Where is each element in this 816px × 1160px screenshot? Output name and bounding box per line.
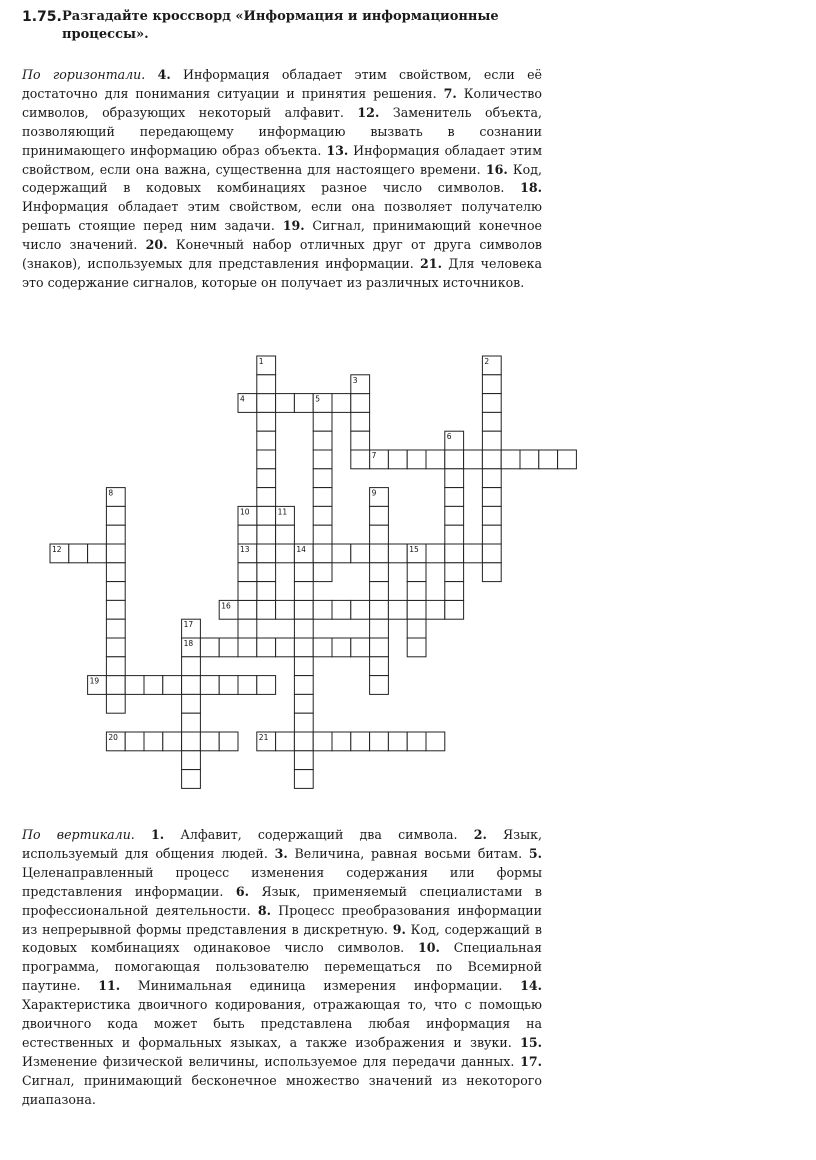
- crossword-number: 20: [108, 733, 118, 742]
- horizontal-clue-text: Количество символов, образующих некоторый алфавит.: [22, 85, 542, 120]
- vertical-clue-number: 14.: [520, 978, 542, 994]
- crossword-cell[interactable]: [482, 375, 501, 394]
- crossword-cell[interactable]: [257, 582, 276, 601]
- crossword-cell[interactable]: [445, 488, 464, 507]
- crossword-cell[interactable]: [257, 450, 276, 469]
- crossword-cell[interactable]: [370, 619, 389, 638]
- crossword-cell[interactable]: [445, 525, 464, 544]
- crossword-cell[interactable]: [257, 638, 276, 657]
- vertical-clue-text: Величина, равная восьми битам.: [294, 845, 523, 861]
- crossword-cell[interactable]: [482, 356, 501, 375]
- crossword-cell[interactable]: [276, 544, 295, 563]
- crossword-cell[interactable]: [407, 450, 426, 469]
- crossword-cell[interactable]: [445, 544, 464, 563]
- task-title: Разгадайте кроссворд «Информация и информационные процессы».: [62, 9, 499, 42]
- crossword-cell[interactable]: [182, 657, 201, 676]
- crossword-cell[interactable]: [370, 563, 389, 582]
- task-number: 1.75.: [22, 9, 62, 25]
- crossword-cell[interactable]: [144, 732, 163, 751]
- vertical-clue-number: 3.: [274, 845, 288, 861]
- vertical-clue-text: Специальная программа, помогающая пользователю перемещаться по Всемирной паутине.: [22, 940, 542, 994]
- crossword-cell[interactable]: [370, 525, 389, 544]
- crossword-cell[interactable]: [370, 544, 389, 563]
- horizontal-clue-text: Конечный набор отличных друг от друга символов (знаков), используемых для представления информации.: [22, 237, 543, 272]
- crossword-cell[interactable]: [370, 732, 389, 751]
- crossword-cell[interactable]: [445, 582, 464, 601]
- crossword-cell[interactable]: [313, 412, 332, 431]
- horizontal-clue-number: 4.: [157, 67, 171, 82]
- crossword-cell[interactable]: [294, 619, 313, 638]
- crossword-number: 14: [296, 545, 306, 554]
- crossword-cell[interactable]: [313, 732, 332, 751]
- vertical-clue-text: Алфавит, содержащий два символа.: [180, 827, 458, 842]
- crossword-cell[interactable]: [407, 732, 426, 751]
- horizontal-clue-text: Информация обладает этим свойством, если её достаточно для понимания ситуации и принятия решения.: [22, 67, 542, 101]
- crossword-cell[interactable]: [238, 600, 257, 619]
- crossword-cell[interactable]: [106, 563, 125, 582]
- crossword-cell[interactable]: [182, 694, 201, 713]
- crossword-cell[interactable]: [106, 657, 125, 676]
- crossword-cell[interactable]: [388, 600, 407, 619]
- crossword-cell[interactable]: [182, 676, 201, 695]
- crossword-cell[interactable]: [257, 525, 276, 544]
- crossword-cell[interactable]: [294, 676, 313, 695]
- horizontal-clue-number: 19.: [282, 218, 305, 234]
- crossword-cell[interactable]: [106, 544, 125, 563]
- crossword-cell[interactable]: [482, 563, 501, 582]
- crossword-cell[interactable]: [313, 563, 332, 582]
- crossword-cell[interactable]: [238, 582, 257, 601]
- horizontal-clue-number: 13.: [326, 142, 349, 158]
- crossword-cell[interactable]: [88, 544, 107, 563]
- crossword-cell[interactable]: [238, 563, 257, 582]
- vertical-clue-number: 6.: [235, 883, 250, 899]
- crossword-cell[interactable]: [313, 525, 332, 544]
- crossword-cell[interactable]: [351, 431, 370, 450]
- crossword-cell[interactable]: [370, 676, 389, 695]
- horizontal-clue-text: Код, содержащий в кодовых комбинациях разное число символов.: [22, 161, 542, 196]
- vertical-clue-number: 11.: [98, 978, 121, 994]
- horizontal-clue-text: Информация обладает этим свойством, если она важна, существенна для настоящего времени.: [22, 142, 542, 177]
- horizontal-clue-number: 20.: [145, 237, 168, 253]
- crossword-cell[interactable]: [182, 770, 201, 789]
- crossword-cell[interactable]: [332, 638, 351, 657]
- crossword-cell[interactable]: [257, 412, 276, 431]
- crossword-cell[interactable]: [182, 619, 201, 638]
- horizontal-clue-text: Для человека это содержание сигналов, которые он получает из различных источников.: [22, 256, 542, 290]
- crossword-cell[interactable]: [388, 544, 407, 563]
- crossword-cell[interactable]: [482, 469, 501, 488]
- crossword-cell[interactable]: [294, 770, 313, 789]
- crossword-cell[interactable]: [482, 525, 501, 544]
- crossword-cell[interactable]: [351, 600, 370, 619]
- crossword-cell[interactable]: [50, 544, 69, 563]
- crossword-cell[interactable]: [520, 450, 539, 469]
- crossword-cell[interactable]: [276, 394, 295, 413]
- vertical-heading: По вертикали.: [22, 827, 135, 842]
- crossword-number: 9: [371, 488, 377, 498]
- vertical-clue-text: Язык, применяемый специалистами в профессиональной деятельности.: [22, 883, 543, 918]
- crossword-cell[interactable]: [370, 657, 389, 676]
- crossword-cell[interactable]: [257, 600, 276, 619]
- crossword-cell[interactable]: [106, 694, 125, 713]
- crossword-cell[interactable]: [182, 638, 201, 657]
- crossword-cell[interactable]: [407, 600, 426, 619]
- crossword-cell[interactable]: [294, 732, 313, 751]
- horizontal-clue-number: 12.: [357, 104, 380, 120]
- crossword-cell[interactable]: [294, 713, 313, 732]
- crossword-cell[interactable]: [351, 394, 370, 413]
- crossword-cell[interactable]: [106, 638, 125, 657]
- crossword-cell[interactable]: [182, 732, 201, 751]
- crossword-cell[interactable]: [464, 450, 483, 469]
- crossword-cell[interactable]: [257, 356, 276, 375]
- crossword-cell[interactable]: [407, 619, 426, 638]
- crossword-number: 16: [221, 601, 231, 611]
- crossword-cell[interactable]: [294, 694, 313, 713]
- crossword-cell[interactable]: [238, 619, 257, 638]
- vertical-clue-number: 1.: [151, 827, 165, 842]
- crossword-cell[interactable]: [238, 638, 257, 657]
- crossword-cell[interactable]: [370, 582, 389, 601]
- crossword-cell[interactable]: [106, 619, 125, 638]
- crossword-cell[interactable]: [257, 506, 276, 525]
- crossword-cell[interactable]: [88, 676, 107, 695]
- horizontal-clue-text: Заменитель объекта, позволяющий передающему информацию вызвать в сознании принимающего информацию образ объекта.: [22, 104, 542, 158]
- crossword-cell[interactable]: [238, 544, 257, 563]
- crossword-cell[interactable]: [276, 732, 295, 751]
- crossword-cell[interactable]: [445, 450, 464, 469]
- crossword-cell[interactable]: [351, 412, 370, 431]
- crossword-cell[interactable]: [257, 676, 276, 695]
- horizontal-clues: [22, 66, 542, 293]
- crossword-number: 2: [484, 357, 490, 366]
- crossword-cell[interactable]: [106, 582, 125, 601]
- crossword-cell[interactable]: [276, 525, 295, 544]
- crossword-cell[interactable]: [313, 469, 332, 488]
- horizontal-clue-number: 16.: [485, 161, 508, 177]
- crossword-cell[interactable]: [163, 732, 182, 751]
- crossword-cell[interactable]: [257, 431, 276, 450]
- crossword-cell[interactable]: [332, 600, 351, 619]
- crossword-cell[interactable]: [200, 638, 219, 657]
- crossword-cell[interactable]: [445, 506, 464, 525]
- crossword-number: 3: [352, 375, 358, 385]
- crossword-cell[interactable]: [370, 488, 389, 507]
- horizontal-clue-number: 7.: [443, 85, 457, 101]
- crossword-cell[interactable]: [407, 544, 426, 563]
- crossword-cell[interactable]: [219, 732, 238, 751]
- crossword-number: 19: [89, 676, 100, 686]
- crossword-cell[interactable]: [558, 450, 577, 469]
- crossword-number: 8: [108, 488, 114, 498]
- crossword-cell[interactable]: [257, 469, 276, 488]
- crossword-number: 15: [409, 545, 419, 554]
- vertical-clue-number: 15.: [520, 1034, 542, 1050]
- crossword-cell[interactable]: [464, 544, 483, 563]
- crossword-cell[interactable]: [445, 431, 464, 450]
- crossword-cell[interactable]: [257, 563, 276, 582]
- crossword-cell[interactable]: [238, 394, 257, 413]
- crossword-cell[interactable]: [294, 394, 313, 413]
- crossword-cell[interactable]: [482, 412, 501, 431]
- crossword-cell[interactable]: [238, 506, 257, 525]
- crossword-cell[interactable]: [238, 525, 257, 544]
- crossword-cell[interactable]: [125, 676, 144, 695]
- crossword-cell[interactable]: [407, 638, 426, 657]
- task-header: [22, 8, 542, 44]
- crossword-cell[interactable]: [407, 563, 426, 582]
- crossword-cell[interactable]: [539, 450, 558, 469]
- vertical-clue-text: Процесс преобразования информации из непрерывной формы представления в дискретную.: [22, 902, 542, 937]
- crossword-cell[interactable]: [407, 582, 426, 601]
- vertical-clue-number: 8.: [257, 902, 272, 918]
- vertical-clue-text: Характеристика двоичного кодирования, отражающая то, что с помощью двоичного кода может быть представлена любая информация на естественных и формальных языках, а также изображения и звуки.: [22, 997, 542, 1050]
- crossword-number: 11: [277, 507, 288, 517]
- crossword-cell[interactable]: [313, 638, 332, 657]
- crossword-cell[interactable]: [426, 544, 445, 563]
- crossword-cell[interactable]: [257, 544, 276, 563]
- crossword-cell[interactable]: [313, 544, 332, 563]
- crossword-cell[interactable]: [445, 563, 464, 582]
- crossword-cell[interactable]: [294, 638, 313, 657]
- crossword-cell[interactable]: [276, 638, 295, 657]
- crossword-cell[interactable]: [182, 713, 201, 732]
- crossword-cell[interactable]: [106, 488, 125, 507]
- crossword-cell[interactable]: [238, 676, 257, 695]
- crossword-cell[interactable]: [370, 638, 389, 657]
- crossword-cell[interactable]: [106, 676, 125, 695]
- crossword-cell[interactable]: [106, 732, 125, 751]
- crossword-cell[interactable]: [482, 431, 501, 450]
- crossword-cell[interactable]: [163, 676, 182, 695]
- crossword-number: 21: [258, 733, 269, 742]
- crossword-cell[interactable]: [276, 600, 295, 619]
- crossword-cell[interactable]: [294, 544, 313, 563]
- crossword-cell[interactable]: [257, 488, 276, 507]
- vertical-clue-text: Код, содержащий в кодовых комбинациях одинаковое число символов.: [22, 921, 542, 956]
- crossword-cell[interactable]: [106, 525, 125, 544]
- crossword-cell[interactable]: [313, 450, 332, 469]
- horizontal-clue-text: Сигнал, принимающий конечное число значений.: [22, 218, 542, 253]
- crossword-cell[interactable]: [313, 394, 332, 413]
- crossword-cell[interactable]: [445, 469, 464, 488]
- crossword-cell[interactable]: [351, 375, 370, 394]
- crossword-cell[interactable]: [351, 732, 370, 751]
- crossword-cell[interactable]: [482, 544, 501, 563]
- crossword-cell[interactable]: [125, 732, 144, 751]
- crossword-number: 6: [446, 432, 452, 442]
- crossword-cell[interactable]: [294, 563, 313, 582]
- crossword-cell[interactable]: [313, 488, 332, 507]
- crossword-cell[interactable]: [482, 506, 501, 525]
- crossword-cell[interactable]: [482, 450, 501, 469]
- crossword-cell[interactable]: [294, 657, 313, 676]
- crossword-cell[interactable]: [294, 751, 313, 770]
- crossword-cell[interactable]: [388, 450, 407, 469]
- crossword-cell[interactable]: [69, 544, 88, 563]
- vertical-clue-number: 10.: [418, 940, 440, 956]
- crossword-cell[interactable]: [332, 394, 351, 413]
- horizontal-clue-number: 18.: [520, 180, 542, 196]
- crossword-cell[interactable]: [106, 506, 125, 525]
- crossword-cell[interactable]: [332, 544, 351, 563]
- crossword-cell[interactable]: [294, 582, 313, 601]
- crossword-cell[interactable]: [219, 638, 238, 657]
- crossword-cell[interactable]: [370, 506, 389, 525]
- crossword-cell[interactable]: [482, 488, 501, 507]
- crossword-cell[interactable]: [370, 450, 389, 469]
- vertical-clue-number: 9.: [392, 921, 406, 937]
- horizontal-clue-number: 21.: [420, 256, 442, 272]
- crossword-cell[interactable]: [294, 600, 313, 619]
- crossword-cell[interactable]: [501, 450, 520, 469]
- vertical-clue-text: Язык, используемый для общения людей.: [22, 827, 542, 861]
- vertical-clue-number: 5.: [528, 845, 542, 861]
- crossword-cell[interactable]: [482, 394, 501, 413]
- vertical-clue-number: 17.: [520, 1053, 542, 1069]
- crossword-cell[interactable]: [426, 732, 445, 751]
- vertical-clue-number: 2.: [473, 827, 487, 842]
- crossword-cell[interactable]: [106, 600, 125, 619]
- crossword-cell[interactable]: [332, 732, 351, 751]
- crossword-cell[interactable]: [200, 676, 219, 695]
- crossword-number: 10: [240, 507, 250, 517]
- crossword-number: 1: [258, 357, 264, 366]
- crossword-cell[interactable]: [426, 600, 445, 619]
- crossword-number: 5: [315, 394, 320, 404]
- crossword-number: 18: [183, 639, 194, 648]
- crossword-cell[interactable]: [313, 506, 332, 525]
- crossword-number: 4: [240, 394, 245, 404]
- crossword-cell[interactable]: [257, 375, 276, 394]
- crossword-cell[interactable]: [388, 732, 407, 751]
- crossword-cell[interactable]: [276, 506, 295, 525]
- crossword-number: 17: [183, 620, 194, 630]
- crossword-number: 7: [371, 451, 377, 460]
- crossword-cell[interactable]: [313, 600, 332, 619]
- vertical-clue-text: Изменение физической величины, используемое для передачи данных.: [22, 1053, 515, 1069]
- horizontal-clue-text: Информация обладает этим свойством, если она позволяет получателю решать стоящие перед ним задачи.: [22, 199, 542, 234]
- horizontal-heading: По горизонтали.: [22, 67, 146, 82]
- crossword-cell[interactable]: [257, 394, 276, 413]
- vertical-clue-text: Минимальная единица измерения информации.: [137, 978, 503, 994]
- crossword-cell[interactable]: [370, 600, 389, 619]
- vertical-clue-text: Целенаправленный процесс изменения содержания или формы представления информации.: [22, 864, 542, 899]
- crossword-cell[interactable]: [200, 732, 219, 751]
- crossword-cell[interactable]: [351, 544, 370, 563]
- crossword-cell[interactable]: [257, 732, 276, 751]
- crossword-cell[interactable]: [351, 450, 370, 469]
- crossword-cell[interactable]: [219, 676, 238, 695]
- crossword-cell[interactable]: [445, 600, 464, 619]
- crossword-cell[interactable]: [144, 676, 163, 695]
- crossword-number: 13: [240, 545, 250, 554]
- crossword-cell[interactable]: [313, 431, 332, 450]
- crossword-cell[interactable]: [351, 638, 370, 657]
- crossword-cell[interactable]: [426, 450, 445, 469]
- crossword-cell[interactable]: [219, 600, 238, 619]
- vertical-clues: [22, 826, 542, 1110]
- vertical-clue-text: Сигнал, принимающий бесконечное множество значений из некоторого диапазона.: [22, 1072, 542, 1107]
- crossword-cell[interactable]: [182, 751, 201, 770]
- crossword-number: 12: [52, 545, 62, 554]
